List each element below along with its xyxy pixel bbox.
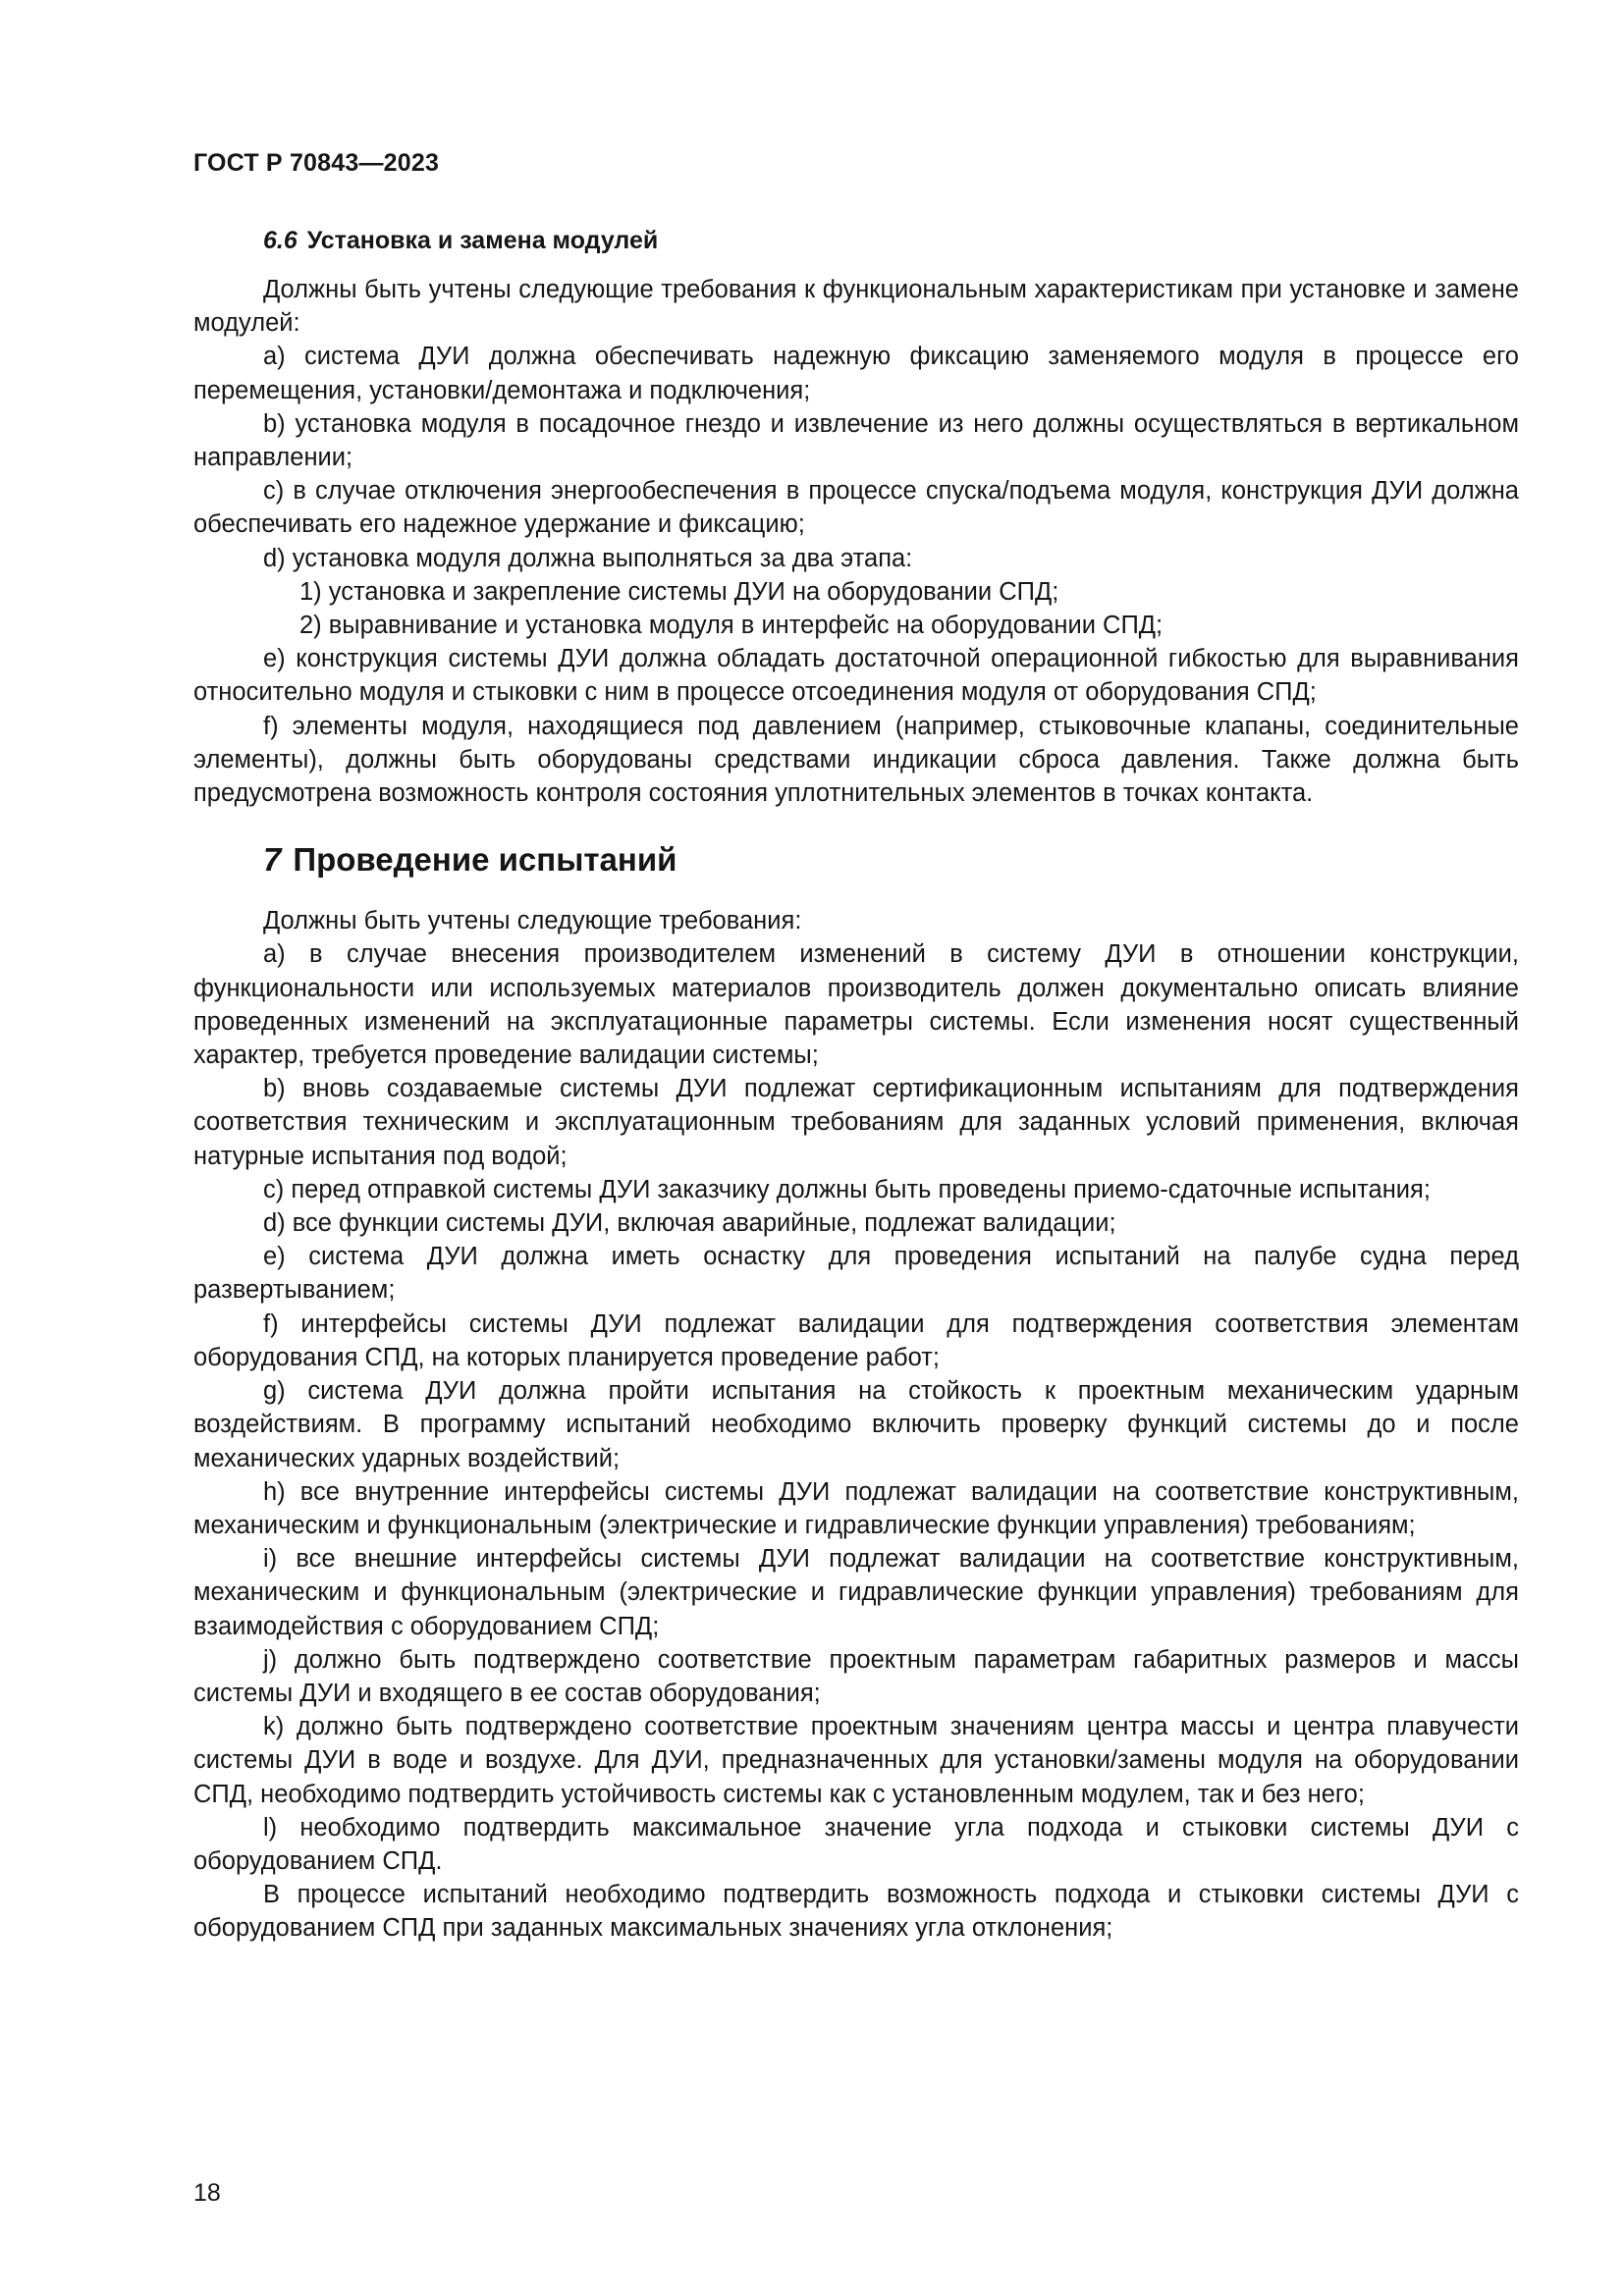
list-item-7-k: k) должно быть подтверждено соответствие проектным значениям центра массы и центра плавучести системы ДУИ в воде и воздухе. Для ДУИ, предназначенных для установки/замены модуля на оборудовании СПД, необходимо подтвердить устойчивость системы как с установленным модулем, так и без него;	[193, 1713, 1519, 1808]
list-item-6-6-b: b) установка модуля в посадочное гнездо и извлечение из него должны осуществляться в вертикальном направлении;	[193, 409, 1519, 472]
section-number: 7	[263, 841, 282, 879]
document-number-header: ГОСТ Р 70843—2023	[193, 149, 440, 177]
section-7-heading	[193, 839, 1519, 881]
list-item-6-6-e: e) конструкция системы ДУИ должна обладать достаточной операционной гибкостью для выравнивания относительно модуля и стыковки с ним в процессе отсоединения модуля от оборудования СПД;	[193, 645, 1519, 707]
section-7-closing-paragraph: В процессе испытаний необходимо подтвердить возможность подхода и стыковки системы ДУИ с оборудованием СПД при заданных максимальных значениях угла отклонения;	[193, 1881, 1519, 1943]
subsection-6-6-heading	[193, 224, 1519, 257]
list-item-7-a: a) в случае внесения производителем изменений в систему ДУИ в отношении конструкции, функциональности или используемых материалов производитель должен документально описать влияние проведенных изменений на эксплуатационные параметры системы. Если изменения носят существенный характер, требуется проведение валидации системы;	[193, 940, 1519, 1070]
section-7-intro: Должны быть учтены следующие требования:	[263, 907, 802, 935]
list-subitem-6-6-d-2: 2) выравнивание и установка модуля в интерфейс на оборудовании СПД;	[299, 612, 1164, 640]
page-content	[193, 224, 1519, 1946]
list-item-7-b: b) вновь создаваемые системы ДУИ подлежат сертификационным испытаниям для подтверждения соответствия техническим и эксплуатационным требованиям для заданных условий применения, включая натурные испытания под водой;	[193, 1075, 1519, 1170]
list-item-7-c: c) перед отправкой системы ДУИ заказчику должны быть проведены приемо-сдаточные испытания;	[263, 1175, 1431, 1203]
list-item-6-6-f: f) элементы модуля, находящиеся под давлением (например, стыковочные клапаны, соединительные элементы), должны быть оборудованы средствами индикации сброса давления. Также должна быть предусмотрена возможность контроля состояния уплотнительных элементов в точках контакта.	[193, 712, 1519, 808]
subsection-title: Установка и замена модулей	[306, 227, 659, 254]
list-item-6-6-a: a) система ДУИ должна обеспечивать надежную фиксацию заменяемого модуля в процессе его перемещения, установки/демонтажа и подключения;	[193, 343, 1519, 404]
section-title: Проведение испытаний	[293, 841, 677, 879]
list-item-7-d: d) все функции системы ДУИ, включая аварийные, подлежат валидации;	[263, 1209, 1116, 1238]
list-item-6-6-c: c) в случае отключения энергообеспечения в процессе спуска/подъема модуля, конструкция ДУИ должна обеспечивать его надежное удержание и фиксацию;	[193, 477, 1519, 539]
subsection-number: 6.6	[263, 227, 298, 254]
list-item-7-i: i) все внешние интерфейсы системы ДУИ подлежат валидации на соответствие конструктивным, механическим и функциональным (электрические и гидравлические функции управления) требованиям для взаимодействия с оборудованием СПД;	[193, 1545, 1519, 1640]
list-item-7-f: f) интерфейсы системы ДУИ подлежат валидации для подтверждения соответствия элементам оборудования СПД, на которых планируется проведение работ;	[193, 1309, 1519, 1371]
list-subitem-6-6-d-1: 1) установка и закрепление системы ДУИ на оборудовании СПД;	[299, 577, 1059, 606]
page-number: 18	[193, 2179, 221, 2207]
list-item-6-6-d: d) установка модуля должна выполняться за два этапа:	[263, 544, 913, 572]
list-item-7-e: e) система ДУИ должна иметь оснастку для проведения испытаний на палубе судна перед развертыванием;	[193, 1243, 1519, 1305]
list-item-7-h: h) все внутренние интерфейсы системы ДУИ подлежат валидации на соответствие конструктивным, механическим и функциональным (электрические и гидравлические функции управления) требованиям;	[193, 1477, 1519, 1539]
list-item-7-g: g) система ДУИ должна пройти испытания на стойкость к проектным механическим ударным воздействиям. В программу испытаний необходимо включить проверку функций системы до и после механических ударных воздействий;	[193, 1377, 1519, 1472]
list-item-7-l: l) необходимо подтвердить максимальное значение угла подхода и стыковки системы ДУИ с оборудованием СПД.	[193, 1813, 1519, 1875]
document-page	[193, 0, 1519, 2296]
subsection-6-6-intro: Должны быть учтены следующие требования к функциональным характеристикам при установке и замене модулей:	[193, 276, 1519, 338]
list-item-7-j: j) должно быть подтверждено соответствие проектным параметрам габаритных размеров и массы системы ДУИ и входящего в ее состав оборудования;	[193, 1645, 1519, 1707]
